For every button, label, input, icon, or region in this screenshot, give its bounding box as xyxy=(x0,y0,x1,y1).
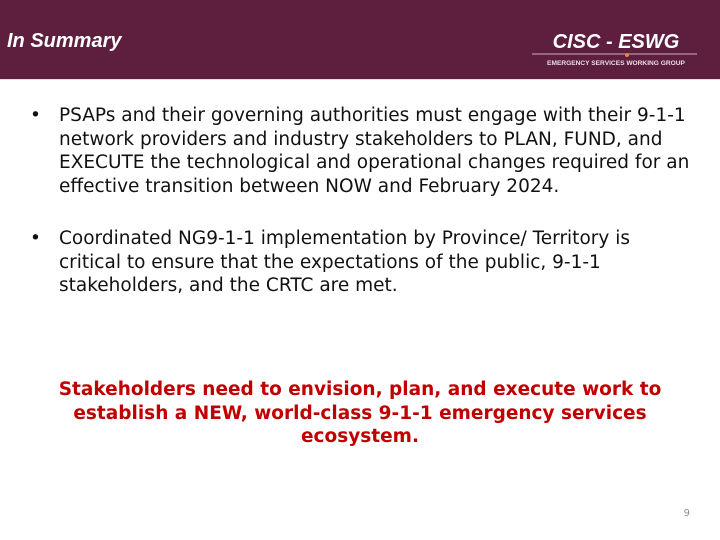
logo-accent-dot xyxy=(625,53,629,57)
logo-text: CISC - ESWG xyxy=(552,31,680,53)
header-divider xyxy=(0,79,720,80)
bullet-text: PSAPs and their governing authorities must engage with their 9-1-1 network providers and industry stakeholders to PLAN, FUND, and EXECUTE the technological and operational changes required for an effective transition between NOW and February 2024. xyxy=(59,105,690,197)
bullet-list xyxy=(30,104,690,298)
bullet-marker: • xyxy=(30,228,41,249)
logo-subtitle: EMERGENCY SERVICES WORKING GROUP xyxy=(547,60,685,67)
slide-title: In Summary xyxy=(7,30,122,52)
bullet-text: Coordinated NG9-1-1 implementation by Province/ Territory is critical to ensure that the expectations of the public, 9-1-1 stakeholders, and the CRTC are met. xyxy=(59,228,630,296)
bullet-marker: • xyxy=(30,105,41,126)
title-bar xyxy=(0,0,720,79)
bullet-item xyxy=(30,104,690,198)
page-number: 9 xyxy=(683,508,690,519)
emphasis-statement: Stakeholders need to envision, plan, and execute work to establish a NEW, world-class 9-1-1 emergency services ecosystem. xyxy=(58,379,662,447)
cisc-eswg-logo xyxy=(532,28,702,72)
bullet-item xyxy=(30,227,690,298)
